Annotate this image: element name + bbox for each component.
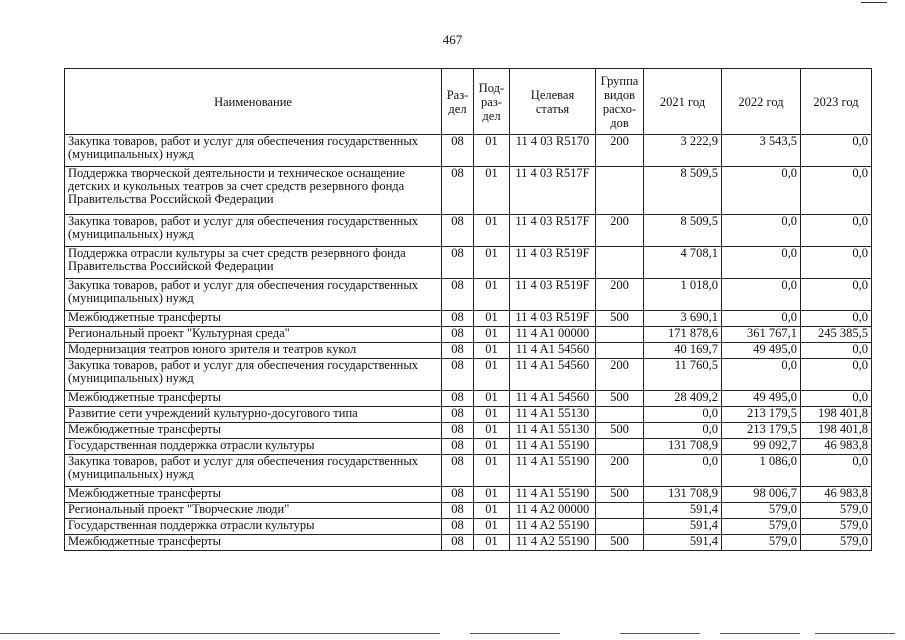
cell-value-2021: 591,4 [644, 503, 722, 519]
bottom-rule [720, 633, 800, 634]
cell-podrazdel: 01 [474, 343, 510, 359]
cell-razdel: 08 [442, 503, 474, 519]
table-row [65, 391, 872, 407]
table-row [65, 439, 872, 455]
cell-value-2022: 361 767,1 [722, 327, 801, 343]
cell-expense-group: 200 [596, 135, 644, 167]
cell-expense-group [596, 167, 644, 215]
header-2021: 2021 год [644, 69, 722, 135]
cell-value-2022: 1 086,0 [722, 455, 801, 487]
cell-name: Государственная поддержка отрасли культуры [65, 439, 442, 455]
cell-expense-group [596, 247, 644, 279]
cell-razdel: 08 [442, 423, 474, 439]
cell-value-2023: 46 983,8 [801, 487, 872, 503]
cell-value-2023: 0,0 [801, 343, 872, 359]
cell-name: Закупка товаров, работ и услуг для обеспечения государственных (муниципальных) нужд [65, 215, 442, 247]
cell-razdel: 08 [442, 247, 474, 279]
cell-target-article: 11 4 A1 55190 [510, 439, 596, 455]
cell-razdel: 08 [442, 391, 474, 407]
cell-value-2023: 0,0 [801, 167, 872, 215]
table-row [65, 167, 872, 215]
cell-value-2023: 579,0 [801, 519, 872, 535]
cell-expense-group: 500 [596, 391, 644, 407]
cell-value-2022: 98 006,7 [722, 487, 801, 503]
cell-podrazdel: 01 [474, 391, 510, 407]
cell-podrazdel: 01 [474, 535, 510, 551]
cell-target-article: 11 4 03 R519F [510, 279, 596, 311]
cell-target-article: 11 4 A1 54560 [510, 391, 596, 407]
table-row [65, 503, 872, 519]
cell-value-2023: 46 983,8 [801, 439, 872, 455]
table-row [65, 455, 872, 487]
cell-value-2021: 8 509,5 [644, 167, 722, 215]
cell-value-2022: 579,0 [722, 535, 801, 551]
cell-expense-group: 200 [596, 455, 644, 487]
cell-value-2021: 0,0 [644, 455, 722, 487]
cell-name: Межбюджетные трансферты [65, 423, 442, 439]
cell-razdel: 08 [442, 167, 474, 215]
cell-value-2022: 213 179,5 [722, 407, 801, 423]
cell-value-2022: 579,0 [722, 519, 801, 535]
cell-podrazdel: 01 [474, 247, 510, 279]
cell-value-2023: 0,0 [801, 215, 872, 247]
cell-expense-group [596, 519, 644, 535]
cell-value-2022: 0,0 [722, 279, 801, 311]
cell-expense-group [596, 327, 644, 343]
cell-target-article: 11 4 A1 55130 [510, 407, 596, 423]
cell-podrazdel: 01 [474, 455, 510, 487]
cell-razdel: 08 [442, 487, 474, 503]
cell-target-article: 11 4 A1 54560 [510, 343, 596, 359]
table-row [65, 327, 872, 343]
cell-podrazdel: 01 [474, 423, 510, 439]
cell-value-2022: 0,0 [722, 167, 801, 215]
page-number: 467 [442, 32, 463, 47]
cell-target-article: 11 4 A2 55190 [510, 519, 596, 535]
cell-podrazdel: 01 [474, 279, 510, 311]
budget-table [64, 68, 872, 551]
cell-value-2022: 99 092,7 [722, 439, 801, 455]
table-row [65, 407, 872, 423]
table-row [65, 135, 872, 167]
bottom-rule [815, 633, 895, 634]
cell-target-article: 11 4 03 R5170 [510, 135, 596, 167]
bottom-rule [0, 633, 440, 634]
cell-value-2021: 591,4 [644, 519, 722, 535]
cell-podrazdel: 01 [474, 359, 510, 391]
cell-name: Межбюджетные трансферты [65, 311, 442, 327]
cell-value-2022: 49 495,0 [722, 391, 801, 407]
table-row [65, 215, 872, 247]
cell-podrazdel: 01 [474, 135, 510, 167]
cell-razdel: 08 [442, 439, 474, 455]
cell-value-2023: 579,0 [801, 503, 872, 519]
cell-expense-group: 200 [596, 215, 644, 247]
cell-podrazdel: 01 [474, 503, 510, 519]
table-row [65, 343, 872, 359]
cell-razdel: 08 [442, 327, 474, 343]
cell-podrazdel: 01 [474, 487, 510, 503]
cell-expense-group: 200 [596, 279, 644, 311]
bottom-rule [620, 633, 700, 634]
cell-expense-group: 500 [596, 423, 644, 439]
cell-value-2022: 0,0 [722, 215, 801, 247]
table-row [65, 519, 872, 535]
cell-name: Государственная поддержка отрасли культуры [65, 519, 442, 535]
cell-value-2022: 0,0 [722, 359, 801, 391]
cell-name: Закупка товаров, работ и услуг для обеспечения государственных (муниципальных) нужд [65, 359, 442, 391]
cell-value-2023: 198 401,8 [801, 407, 872, 423]
cell-podrazdel: 01 [474, 519, 510, 535]
cell-value-2023: 579,0 [801, 535, 872, 551]
cell-expense-group [596, 343, 644, 359]
cell-value-2021: 28 409,2 [644, 391, 722, 407]
cell-razdel: 08 [442, 407, 474, 423]
header-2022: 2022 год [722, 69, 801, 135]
cell-value-2021: 4 708,1 [644, 247, 722, 279]
header-podrazdel: Под- раз- дел [474, 69, 510, 135]
cell-target-article: 11 4 03 R519F [510, 311, 596, 327]
bottom-rule [470, 633, 560, 634]
cell-podrazdel: 01 [474, 167, 510, 215]
table-body [65, 135, 872, 551]
cell-name: Межбюджетные трансферты [65, 391, 442, 407]
cell-razdel: 08 [442, 311, 474, 327]
cell-value-2021: 0,0 [644, 423, 722, 439]
cell-razdel: 08 [442, 215, 474, 247]
table-row [65, 359, 872, 391]
cell-expense-group: 500 [596, 311, 644, 327]
cell-value-2021: 40 169,7 [644, 343, 722, 359]
cell-name: Модернизация театров юного зрителя и театров кукол [65, 343, 442, 359]
cell-podrazdel: 01 [474, 439, 510, 455]
cell-value-2021: 131 708,9 [644, 487, 722, 503]
header-razdel: Раз- дел [442, 69, 474, 135]
cell-expense-group: 200 [596, 359, 644, 391]
cell-value-2021: 8 509,5 [644, 215, 722, 247]
top-edge-rule [861, 2, 887, 3]
header-2023: 2023 год [801, 69, 872, 135]
cell-value-2021: 0,0 [644, 407, 722, 423]
cell-expense-group [596, 439, 644, 455]
cell-name: Региональный проект "Культурная среда" [65, 327, 442, 343]
cell-expense-group: 500 [596, 535, 644, 551]
cell-value-2021: 11 760,5 [644, 359, 722, 391]
cell-value-2023: 198 401,8 [801, 423, 872, 439]
cell-name: Поддержка творческой деятельности и техническое оснащение детских и кукольных театров за счет средств резервного фонда Правительства Российской Федерации [65, 167, 442, 215]
cell-target-article: 11 4 A2 55190 [510, 535, 596, 551]
table-row [65, 535, 872, 551]
table-row [65, 423, 872, 439]
table-row [65, 487, 872, 503]
cell-value-2022: 49 495,0 [722, 343, 801, 359]
cell-name: Поддержка отрасли культуры за счет средств резервного фонда Правительства Российской Федерации [65, 247, 442, 279]
cell-value-2023: 245 385,5 [801, 327, 872, 343]
cell-value-2023: 0,0 [801, 135, 872, 167]
cell-target-article: 11 4 03 R517F [510, 215, 596, 247]
cell-name: Межбюджетные трансферты [65, 487, 442, 503]
cell-name: Закупка товаров, работ и услуг для обеспечения государственных (муниципальных) нужд [65, 135, 442, 167]
cell-podrazdel: 01 [474, 407, 510, 423]
cell-name: Межбюджетные трансферты [65, 535, 442, 551]
cell-name: Закупка товаров, работ и услуг для обеспечения государственных (муниципальных) нужд [65, 455, 442, 487]
cell-target-article: 11 4 A1 55190 [510, 455, 596, 487]
cell-value-2021: 591,4 [644, 535, 722, 551]
cell-name: Развитие сети учреждений культурно-досугового типа [65, 407, 442, 423]
cell-target-article: 11 4 A1 00000 [510, 327, 596, 343]
header-name: Наименование [65, 69, 442, 135]
cell-expense-group: 500 [596, 487, 644, 503]
cell-razdel: 08 [442, 455, 474, 487]
cell-razdel: 08 [442, 535, 474, 551]
table-header-row [65, 69, 872, 135]
table-row [65, 247, 872, 279]
cell-value-2021: 131 708,9 [644, 439, 722, 455]
cell-razdel: 08 [442, 343, 474, 359]
cell-podrazdel: 01 [474, 327, 510, 343]
cell-value-2023: 0,0 [801, 359, 872, 391]
cell-target-article: 11 4 A2 00000 [510, 503, 596, 519]
cell-razdel: 08 [442, 359, 474, 391]
cell-target-article: 11 4 A1 54560 [510, 359, 596, 391]
cell-razdel: 08 [442, 519, 474, 535]
cell-podrazdel: 01 [474, 215, 510, 247]
cell-value-2021: 3 690,1 [644, 311, 722, 327]
cell-name: Закупка товаров, работ и услуг для обеспечения государственных (муниципальных) нужд [65, 279, 442, 311]
table-row [65, 311, 872, 327]
cell-razdel: 08 [442, 279, 474, 311]
cell-razdel: 08 [442, 135, 474, 167]
cell-value-2023: 0,0 [801, 247, 872, 279]
cell-value-2023: 0,0 [801, 279, 872, 311]
header-expense-group: Группа видов расхо- дов [596, 69, 644, 135]
cell-podrazdel: 01 [474, 311, 510, 327]
cell-target-article: 11 4 A1 55190 [510, 487, 596, 503]
cell-value-2023: 0,0 [801, 455, 872, 487]
cell-value-2021: 1 018,0 [644, 279, 722, 311]
header-target-article: Целевая статья [510, 69, 596, 135]
cell-value-2022: 0,0 [722, 247, 801, 279]
cell-value-2023: 0,0 [801, 391, 872, 407]
cell-value-2021: 3 222,9 [644, 135, 722, 167]
cell-expense-group [596, 503, 644, 519]
cell-expense-group [596, 407, 644, 423]
cell-value-2021: 171 878,6 [644, 327, 722, 343]
cell-target-article: 11 4 03 R517F [510, 167, 596, 215]
table-row [65, 279, 872, 311]
cell-value-2022: 579,0 [722, 503, 801, 519]
cell-value-2022: 0,0 [722, 311, 801, 327]
cell-value-2022: 3 543,5 [722, 135, 801, 167]
cell-name: Региональный проект "Творческие люди" [65, 503, 442, 519]
cell-target-article: 11 4 03 R519F [510, 247, 596, 279]
cell-value-2023: 0,0 [801, 311, 872, 327]
cell-value-2022: 213 179,5 [722, 423, 801, 439]
cell-target-article: 11 4 A1 55130 [510, 423, 596, 439]
